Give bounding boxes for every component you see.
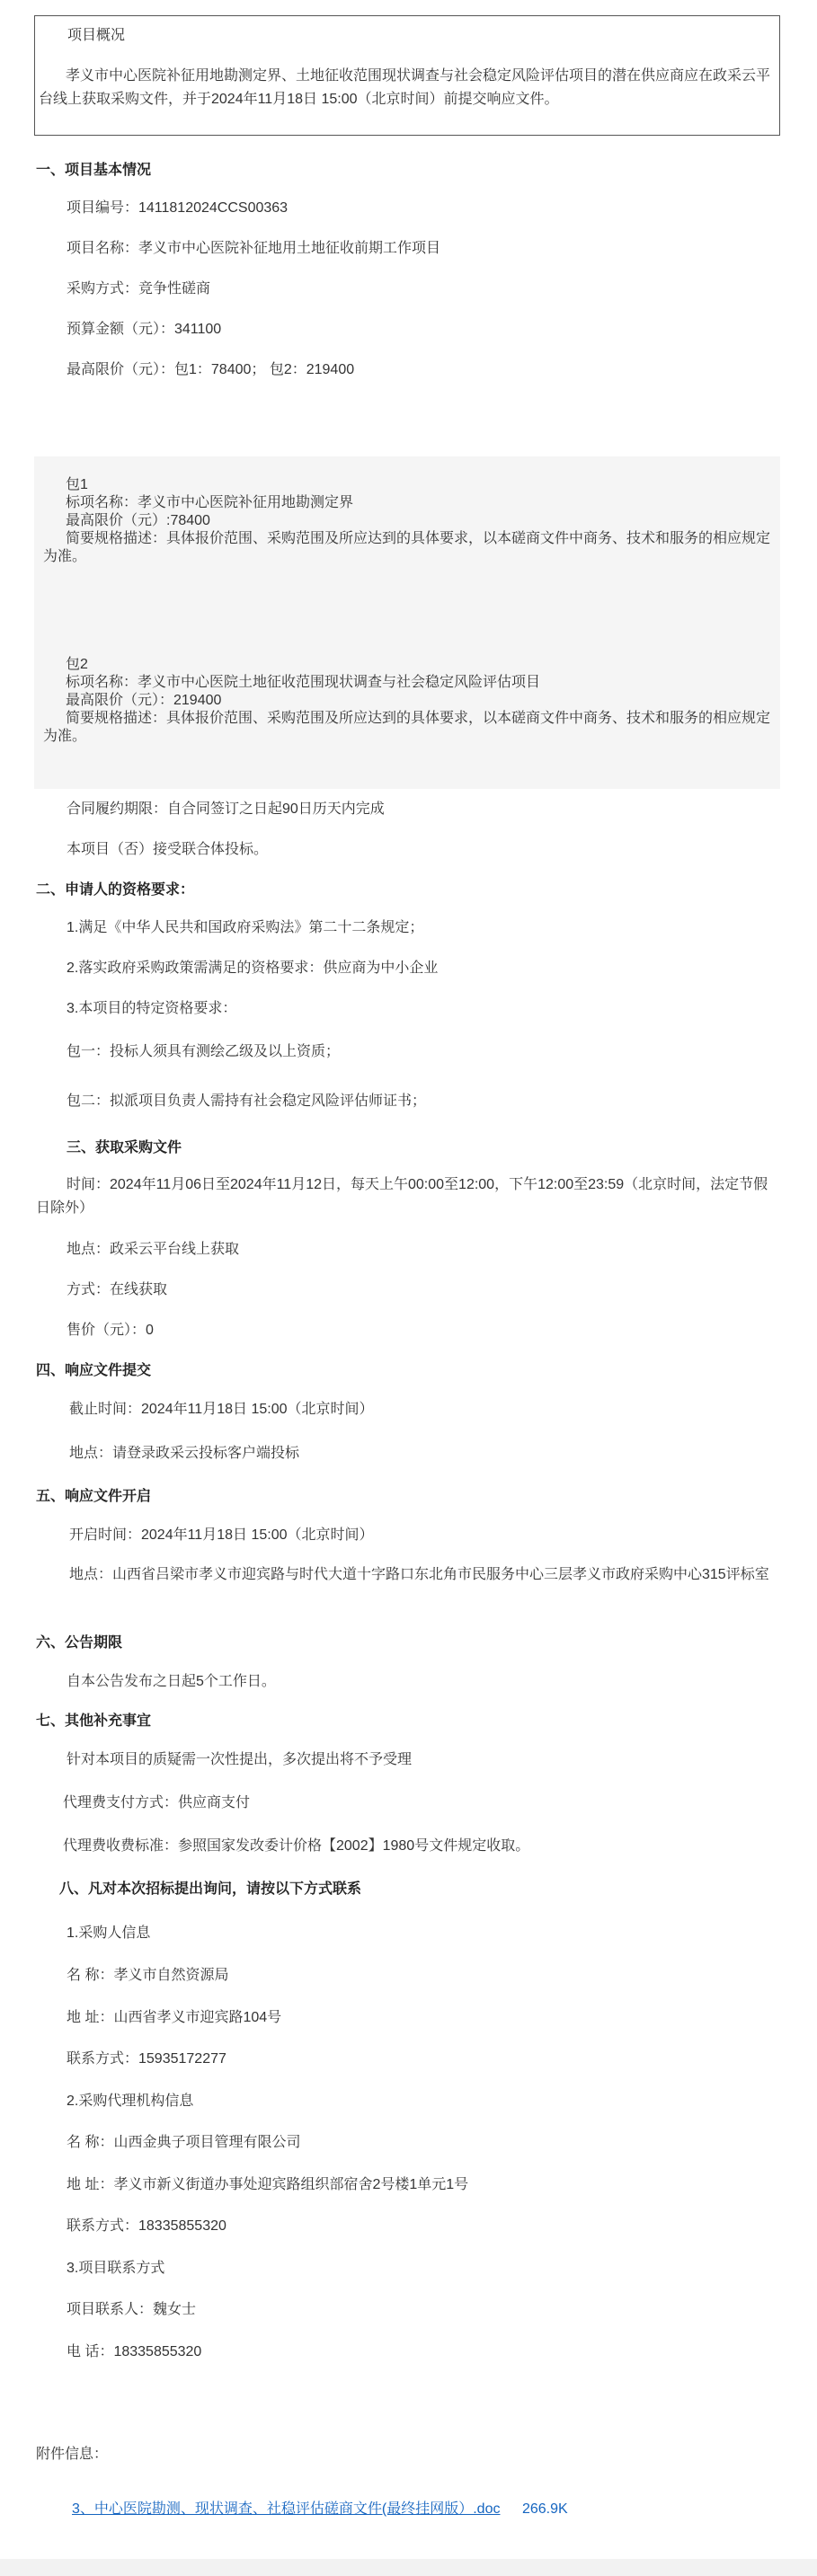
packages-panel — [34, 456, 780, 789]
overview-text: 孝义市中心医院补征用地勘测定界、土地征收范围现状调查与社会稳定风险评估项目的潜在供应商应在政采云平台线上获取采购文件，并于2024年11月18日 15:00（北京时间）前提交响应文件。 — [39, 68, 771, 107]
package-2-max: 最高限价（元）：219400 — [66, 693, 222, 708]
section-2-heading: 二、申请人的资格要求： — [36, 882, 195, 898]
footer-bar — [0, 2559, 817, 2576]
obtain-time: 时间：2024年11月06日至2024年11月12日，每天上午00:00至12:00，下午12:00至23:59（北京时间，法定节假日除外） — [36, 1177, 768, 1216]
package-1-desc: 简要规格描述：具体报价范围、采购范围及所应达到的具体要求，以本磋商文件中商务、技术和服务的相应规定为准。 — [43, 531, 771, 564]
obtain-place: 地点：政采云平台线上获取 — [67, 1242, 240, 1257]
submit-deadline: 截止时间：2024年11月18日 15:00（北京时间） — [69, 1402, 374, 1417]
submit-place: 地点：请登录政采云投标客户端投标 — [69, 1446, 300, 1461]
attachments-label: 附件信息： — [36, 2447, 109, 2462]
package-1-title: 标项名称：孝义市中心医院补征用地勘测定界 — [66, 495, 354, 510]
attachment-item — [72, 2497, 568, 2518]
section-7-heading: 七、其他补充事宜 — [36, 1713, 152, 1729]
agency-name: 名 称：山西金典子项目管理有限公司 — [67, 2135, 301, 2150]
max-price: 最高限价（元）：包1：78400； 包2：219400 — [67, 362, 355, 377]
supplement-item: 针对本项目的质疑需一次性提出，多次提出将不予受理 — [67, 1752, 413, 1767]
attachment-file-link[interactable]: 3、中心医院勘测、现状调查、社稳评估磋商文件(最终挂网版）.doc — [72, 2501, 501, 2517]
package-2-desc: 简要规格描述：具体报价范围、采购范围及所应达到的具体要求，以本磋商文件中商务、技术和服务的相应规定为准。 — [43, 711, 771, 744]
project-number: 项目编号：1411812024CCS00363 — [67, 200, 289, 216]
agency-contact: 联系方式：18335855320 — [67, 2218, 226, 2234]
buyer-address: 地 址：山西省孝义市迎宾路104号 — [67, 2010, 282, 2025]
consortium-note: 本项目（否）接受联合体投标。 — [67, 842, 269, 857]
agency-address: 地 址：孝义市新义街道办事处迎宾路组织部宿舍2号楼1单元1号 — [67, 2177, 469, 2192]
budget-amount: 预算金额（元）：341100 — [67, 322, 222, 337]
open-place: 地点：山西省吕梁市孝义市迎宾路与时代大道十字路口东北角市民服务中心三层孝义市政府采购中心315评标室 — [69, 1567, 769, 1582]
overview-box — [34, 15, 780, 136]
section-5-heading: 五、响应文件开启 — [36, 1489, 152, 1504]
buyer-title: 1.采购人信息 — [67, 1925, 151, 1941]
section-6-heading: 六、公告期限 — [36, 1635, 123, 1651]
procurement-method: 采购方式：竞争性磋商 — [67, 281, 211, 297]
qualification-item: 2.落实政府采购政策需满足的资格要求：供应商为中小企业 — [67, 960, 439, 976]
open-time: 开启时间：2024年11月18日 15:00（北京时间） — [69, 1527, 374, 1543]
section-1-heading: 一、项目基本情况 — [36, 163, 152, 178]
package-2-title: 标项名称：孝义市中心医院土地征收范围现状调查与社会稳定风险评估项目 — [66, 675, 541, 690]
section-3-heading: 三、获取采购文件 — [67, 1140, 182, 1155]
buyer-name: 名 称：孝义市自然资源局 — [67, 1968, 229, 1983]
contract-period: 合同履约期限：自合同签订之日起90日历天内完成 — [67, 801, 385, 817]
overview-title: 项目概况 — [67, 28, 126, 43]
qualification-item: 包一：投标人须具有测绘乙级及以上资质； — [67, 1044, 341, 1059]
obtain-way: 方式：在线获取 — [67, 1282, 168, 1297]
project-contact-title: 3.项目联系方式 — [67, 2261, 165, 2276]
attachment-file-size: 266.9K — [521, 2501, 568, 2517]
package-1-name: 包1 — [66, 477, 88, 492]
package-2-name: 包2 — [66, 657, 88, 672]
section-4-heading: 四、响应文件提交 — [36, 1363, 152, 1378]
qualification-item: 包二：拟派项目负责人需持有社会稳定风险评估师证书； — [67, 1093, 427, 1109]
notice-period: 自本公告发布之日起5个工作日。 — [67, 1674, 276, 1689]
package-1 — [43, 476, 771, 566]
document-price: 售价（元）：0 — [67, 1323, 154, 1338]
qualification-item: 3.本项目的特定资格要求： — [67, 1001, 237, 1016]
project-contact-person: 项目联系人：魏女士 — [67, 2302, 197, 2317]
qualification-item: 1.满足《中华人民共和国政府采购法》第二十二条规定； — [67, 920, 424, 935]
package-1-max: 最高限价（元）:78400 — [66, 513, 210, 528]
section-8-heading: 八、凡对本次招标提出询问，请按以下方式联系 — [59, 1881, 362, 1897]
supplement-item: 代理费收费标准：参照国家发改委计价格【2002】1980号文件规定收取。 — [63, 1838, 530, 1854]
project-name: 项目名称：孝义市中心医院补征地用土地征收前期工作项目 — [67, 241, 441, 256]
package-2 — [43, 656, 771, 746]
project-contact-phone: 电 话：18335855320 — [67, 2344, 202, 2359]
supplement-item: 代理费支付方式：供应商支付 — [63, 1795, 251, 1810]
agency-title: 2.采购代理机构信息 — [67, 2094, 194, 2109]
buyer-contact: 联系方式：15935172277 — [67, 2051, 226, 2067]
